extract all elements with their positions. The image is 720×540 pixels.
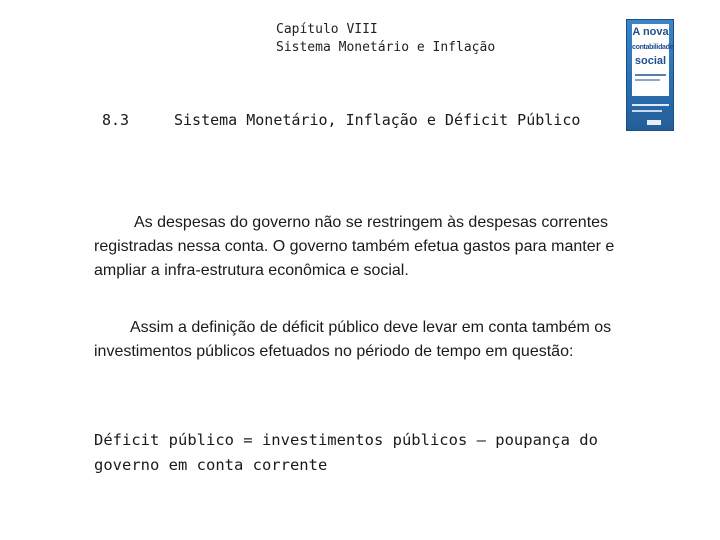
book-cover-image xyxy=(626,19,674,131)
section-number: 8.3 xyxy=(102,111,130,129)
book-cover-subtitle-mark xyxy=(635,79,660,81)
section-title: Sistema Monetário, Inflação e Déficit Público xyxy=(174,111,581,129)
formula-line1: Déficit público = investimentos públicos – poupança do xyxy=(94,431,598,449)
chapter-title: Sistema Monetário e Inflação xyxy=(276,40,496,55)
book-cover-title-panel xyxy=(632,24,674,96)
book-cover-title-line2: contabilidade xyxy=(632,44,674,51)
book-cover-subtitle-mark xyxy=(635,74,666,76)
book-cover-title-line1: A nova xyxy=(632,26,669,38)
chapter-number: Capítulo VIII xyxy=(276,22,378,37)
book-cover-author-mark xyxy=(632,104,669,106)
paragraph-1: As despesas do governo não se restringem às despesas correntes registradas nessa conta. O governo também efetua gastos para manter e ampliar a infra-estrutura econômica e social. xyxy=(94,214,615,279)
formula xyxy=(94,428,654,478)
formula-line2: governo em conta corrente xyxy=(94,456,328,474)
book-cover-publisher-logo xyxy=(647,120,661,125)
book-cover-title-line3: social xyxy=(634,55,667,67)
paragraph-2: Assim a definição de déficit público deve levar em conta também os investimentos públicos efetuados no périodo de tempo em questão: xyxy=(94,319,612,360)
chapter-header xyxy=(276,21,495,57)
book-cover-author-mark xyxy=(632,110,662,112)
